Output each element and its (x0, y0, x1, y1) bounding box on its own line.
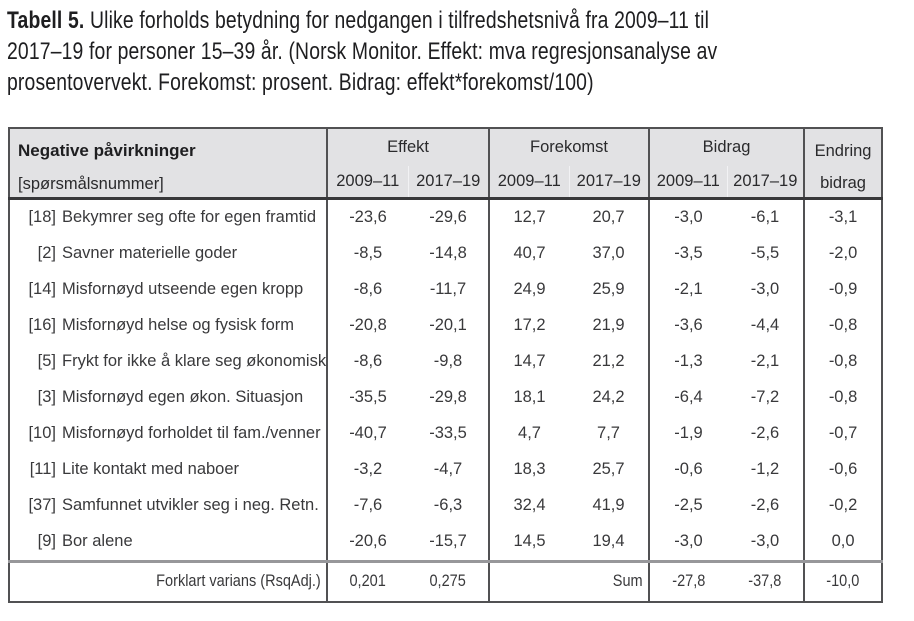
cell-bidrag-1: -0,6 (649, 452, 727, 488)
cell-bidrag-2: -3,0 (750, 532, 780, 550)
footer-bidrag-2-value: -37,8 (748, 572, 782, 590)
table-header (9, 128, 882, 198)
table-row (9, 308, 882, 344)
cell-endring: -3,1 (804, 198, 882, 236)
question-number: [5] (37, 352, 56, 370)
cell-forekomst-1: 14,7 (489, 344, 569, 380)
cell-forekomst-2: 25,9 (592, 280, 625, 298)
cell-bidrag-2: -2,1 (750, 352, 780, 370)
header-endring-line2: bidrag (820, 173, 866, 192)
cell-endring: 0,0 (804, 524, 882, 562)
cell-endring: -0,7 (804, 416, 882, 452)
row-label-cell (9, 488, 327, 524)
cell-bidrag-2: -1,2 (750, 460, 780, 478)
cell-endring: -0,2 (804, 488, 882, 524)
table-row (9, 272, 882, 308)
cell-bidrag-2: -7,2 (750, 388, 780, 406)
question-number: [2] (37, 244, 56, 262)
row-label: Bor alene (62, 532, 133, 550)
cell-bidrag-1: -1,9 (649, 416, 727, 452)
cell-effekt-1: -8,6 (327, 344, 408, 380)
header-endring-line1: Endring (814, 141, 872, 160)
cell-bidrag-1: -3,0 (649, 524, 727, 562)
caption-line-3: prosentovervekt. Forekomst: prosent. Bidrag: effekt*forekomst/100) (7, 69, 594, 96)
cell-effekt-1: -8,6 (327, 272, 408, 308)
cell-bidrag-2: -3,0 (750, 280, 780, 298)
row-label: Misfornøyd egen økon. Situasjon (62, 388, 304, 406)
header-col1-subtitle: [spørsmålsnummer] (18, 175, 164, 194)
header-negative-pavirkninger (9, 128, 327, 198)
table-row (9, 344, 882, 380)
question-number: [3] (37, 388, 56, 406)
question-number: [11] (29, 460, 56, 478)
cell-effekt-2: -20,1 (429, 316, 467, 334)
row-label: Bekymrer seg ofte for egen framtid (62, 208, 317, 226)
row-label-cell (9, 452, 327, 488)
table-caption (7, 5, 884, 98)
question-number: [10] (28, 424, 56, 442)
row-label: Frykt for ikke å klare seg økonomisk (62, 352, 327, 370)
row-label-cell (9, 344, 327, 380)
cell-endring: -0,8 (804, 308, 882, 344)
footer-label: Forklart varians (RsqAdj.) (156, 572, 321, 590)
table-row (9, 380, 882, 416)
cell-bidrag-1: -2,1 (649, 272, 727, 308)
cell-endring: -0,6 (804, 452, 882, 488)
cell-effekt-2: -11,7 (429, 280, 467, 298)
header-bidrag-period2: 2017–19 (727, 166, 804, 198)
table-body (9, 198, 882, 602)
row-label-cell (9, 380, 327, 416)
cell-bidrag-2: -2,6 (750, 424, 780, 442)
cell-bidrag-2: -4,4 (750, 316, 780, 334)
question-number: [14] (28, 280, 56, 298)
footer-endring (804, 561, 882, 602)
cell-effekt-2: -29,6 (408, 198, 489, 236)
cell-endring: -0,8 (804, 380, 882, 416)
cell-endring: -0,9 (804, 272, 882, 308)
cell-forekomst-1: 12,7 (489, 198, 569, 236)
header-group-effekt: Effekt (327, 128, 489, 166)
header-forekomst-period2: 2017–19 (569, 166, 649, 198)
cell-forekomst-2: 19,4 (592, 532, 625, 550)
cell-effekt-1: -8,5 (327, 236, 408, 272)
cell-forekomst-1: 40,7 (489, 236, 569, 272)
header-endring (804, 128, 882, 198)
question-number: [37] (28, 496, 56, 514)
row-label-cell (9, 272, 327, 308)
cell-forekomst-1: 24,9 (489, 272, 569, 308)
header-forekomst-period1: 2009–11 (489, 166, 569, 198)
footer-rsq-1-value: 0,201 (349, 572, 387, 590)
row-label-cell (9, 308, 327, 344)
table-row (9, 524, 882, 562)
cell-forekomst-2: 24,2 (592, 388, 625, 406)
question-number: [18] (28, 208, 56, 226)
cell-bidrag-1: -3,6 (649, 308, 727, 344)
cell-effekt-1: -23,6 (327, 198, 408, 236)
cell-bidrag-2: -5,5 (750, 244, 780, 262)
cell-forekomst-2: 21,2 (592, 352, 625, 370)
header-group-forekomst: Forekomst (489, 128, 649, 166)
footer-rsq-2-value: 0,275 (429, 572, 467, 590)
cell-bidrag-1: -3,0 (649, 198, 727, 236)
cell-bidrag-2: -2,6 (750, 496, 780, 514)
table-row (9, 416, 882, 452)
row-label: Misfornøyd utseende egen kropp (62, 280, 304, 298)
row-label-cell (9, 416, 327, 452)
cell-bidrag-1: -6,4 (649, 380, 727, 416)
cell-endring: -2,0 (804, 236, 882, 272)
row-label: Lite kontakt med naboer (62, 460, 240, 478)
cell-effekt-2: -15,7 (429, 532, 467, 550)
header-col1-title: Negative påvirkninger (18, 141, 196, 161)
table-footer-row (9, 561, 882, 602)
row-label: Misfornøyd helse og fysisk form (62, 316, 294, 334)
footer-endring-value: -10,0 (826, 572, 860, 590)
header-effekt-period1: 2009–11 (327, 166, 408, 198)
cell-effekt-1: -3,2 (327, 452, 408, 488)
cell-effekt-1: -20,8 (327, 308, 408, 344)
question-number: [9] (37, 532, 56, 550)
footer-label-cell (9, 561, 327, 602)
cell-forekomst-2: 25,7 (592, 460, 625, 478)
cell-forekomst-1: 32,4 (489, 488, 569, 524)
cell-forekomst-2: 20,7 (569, 198, 649, 236)
footer-rsq-1 (327, 561, 408, 602)
cell-effekt-1: -35,5 (327, 380, 408, 416)
cell-forekomst-1: 17,2 (489, 308, 569, 344)
cell-forekomst-2: 37,0 (592, 244, 625, 262)
cell-effekt-2: -9,8 (433, 352, 463, 370)
row-label-cell (9, 198, 327, 236)
caption-line-1-text: Ulike forholds betydning for nedgangen i tilfredshetsnivå fra 2009–11 til (84, 7, 710, 34)
header-effekt-period2: 2017–19 (408, 166, 489, 198)
cell-effekt-1: -40,7 (327, 416, 408, 452)
cell-forekomst-1: 4,7 (489, 416, 569, 452)
footer-bidrag-1 (649, 561, 727, 602)
footer-bidrag-2 (727, 561, 804, 602)
caption-line-1 (7, 5, 884, 36)
cell-effekt-1: -20,6 (327, 524, 408, 562)
cell-bidrag-1: -3,5 (649, 236, 727, 272)
row-label: Misfornøyd forholdet til fam./venner (62, 424, 321, 442)
cell-bidrag-1: -2,5 (649, 488, 727, 524)
table-row (9, 452, 882, 488)
cell-effekt-2: -33,5 (429, 424, 467, 442)
cell-endring: -0,8 (804, 344, 882, 380)
row-label-cell (9, 524, 327, 562)
table-row (9, 488, 882, 524)
cell-forekomst-1: 14,5 (489, 524, 569, 562)
question-number: [16] (28, 316, 56, 334)
table-row (9, 236, 882, 272)
header-group-bidrag: Bidrag (649, 128, 804, 166)
cell-forekomst-1: 18,3 (489, 452, 569, 488)
footer-rsq-2 (408, 561, 489, 602)
row-label: Samfunnet utvikler seg i neg. Retn. (62, 496, 319, 514)
table-row (9, 198, 882, 236)
caption-title: Tabell 5. (7, 7, 85, 34)
cell-effekt-2: -14,8 (429, 244, 467, 262)
row-label: Savner materielle goder (62, 244, 238, 262)
footer-bidrag-1-value: -27,8 (671, 572, 706, 590)
data-table (8, 127, 883, 603)
cell-effekt-2: -6,3 (433, 496, 463, 514)
cell-bidrag-2: -6,1 (727, 198, 804, 236)
cell-forekomst-1: 18,1 (489, 380, 569, 416)
row-label-cell (9, 236, 327, 272)
cell-effekt-2: -29,8 (429, 388, 467, 406)
cell-bidrag-1: -1,3 (649, 344, 727, 380)
cell-effekt-2: -4,7 (433, 460, 463, 478)
footer-sum-label: Sum (612, 572, 643, 590)
cell-forekomst-2: 21,9 (592, 316, 625, 334)
caption-line-2: 2017–19 for personer 15–39 år. (Norsk Monitor. Effekt: mva regresjonsanalyse av (7, 38, 718, 65)
footer-sum-cell (489, 561, 649, 602)
cell-forekomst-2: 7,7 (597, 424, 620, 442)
cell-effekt-1: -7,6 (327, 488, 408, 524)
table-container (8, 127, 883, 603)
header-bidrag-period1: 2009–11 (649, 166, 727, 198)
cell-forekomst-2: 41,9 (592, 496, 625, 514)
